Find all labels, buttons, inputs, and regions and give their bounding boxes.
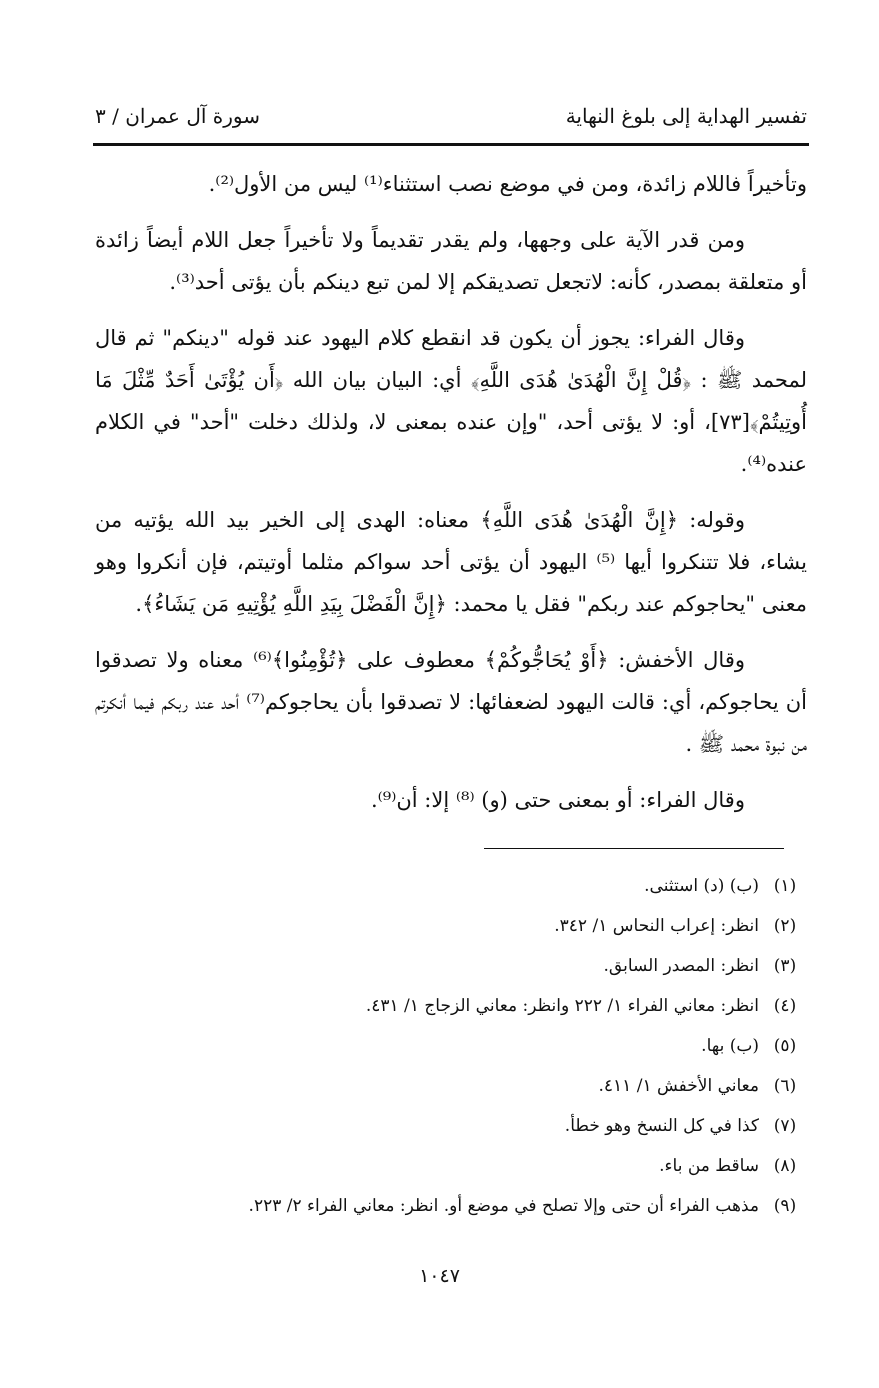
footnote-text: مذهب الفراء أن حتى وإلا تصلح في موضع أو. انظر: معاني الفراء ٢/ ٢٢٣. — [248, 1196, 759, 1216]
footnote-text: معاني الأخفش ١/ ٤١١. — [598, 1076, 759, 1096]
footnote-number: (٣) — [773, 956, 797, 976]
page-number: ١٠٤٧ — [419, 1265, 460, 1287]
footnote-number: (٢) — [773, 916, 797, 936]
footnote-number: (٨) — [773, 1156, 797, 1176]
book-title: تفسير الهداية إلى بلوغ النهاية — [565, 104, 807, 128]
footnote-6 — [99, 1066, 811, 1106]
footnote-number: (٦) — [773, 1076, 797, 1096]
footnote-text: انظر: معاني الفراء ١/ ٢٢٢ وانظر: معاني الزجاج ١/ ٤٣١. — [365, 996, 759, 1016]
footnote-text: انظر: المصدر السابق. — [603, 956, 759, 976]
footnote-number: (٩) — [773, 1196, 797, 1216]
footnotes — [99, 866, 811, 1226]
footnote-number: (٥) — [773, 1036, 797, 1056]
footnote-3 — [99, 946, 811, 986]
paragraph-4: وقوله: ﴿إِنَّ الْهُدَىٰ هُدَى اللَّهِ﴾ معناه: الهدى إلى الخير بيد الله يؤتيه من يشاء، فلا تتنكروا أيها ⁽⁵⁾ اليهود أن يؤتى أحد سواكم مثلما أوتيتم، فإن أنكروا وهو معنى "يحاجوكم عند ربكم" فقل يا محمد: ﴿إِنَّ الْفَضْلَ بِيَدِ اللَّهِ يُؤْتِيهِ مَن يَشَاءُ﴾. — [95, 508, 807, 616]
footnote-2 — [99, 906, 811, 946]
footnote-number: (٧) — [773, 1116, 797, 1136]
page-header — [95, 104, 807, 144]
footnote-4 — [99, 986, 811, 1026]
header-divider — [93, 143, 809, 146]
footnote-8 — [99, 1146, 811, 1186]
footnote-9 — [99, 1186, 811, 1226]
footnote-number: (٤) — [773, 996, 797, 1016]
surah-reference: سورة آل عمران / ٣ — [95, 104, 261, 128]
footnote-number: (١) — [773, 876, 797, 896]
footnote-7 — [99, 1106, 811, 1146]
footnote-text: (ب) (د) استثنى. — [644, 876, 759, 896]
paragraph-2: ومن قدر الآية على وجهها، ولم يقدر تقديماً ولا تأخيراً جعل اللام أيضاً زائدة أو متعلقة بمصدر، كأنه: لاتجعل تصديقكم إلا لمن تبع دينكم بأن يؤتى أحد⁽³⁾. — [95, 228, 807, 294]
paragraph-6: وقال الفراء: أو بمعنى حتى (و) ⁽⁸⁾ إلا: أن⁽⁹⁾. — [370, 788, 745, 812]
footnote-text: (ب) بها. — [701, 1036, 759, 1056]
footnote-text: انظر: إعراب النحاس ١/ ٣٤٢. — [554, 916, 759, 936]
footnote-5 — [99, 1026, 811, 1066]
footnote-1 — [99, 866, 811, 906]
paragraph-3: وقال الفراء: يجوز أن يكون قد انقطع كلام اليهود عند قوله "دينكم" ثم قال لمحمد ﷺ : ﴿قُلْ إِنَّ الْهُدَىٰ هُدَى اللَّهِ﴾ أي: البيان بيان الله ﴿أَن يُؤْتَىٰ أَحَدٌ مِّثْلَ مَا أُوتِيتُمْ﴾[٧٣]، أو: لا يؤتى أحد، "وإن عنده بمعنى لا، ولذلك دخلت "أحد" في الكلام عنده⁽⁴⁾. — [95, 326, 807, 476]
paragraph-1: وتأخيراً فاللام زائدة، ومن في موضع نصب استثناء⁽¹⁾ ليس من الأول⁽²⁾. — [208, 172, 807, 196]
footnote-text: ساقط من باء. — [659, 1156, 759, 1176]
footnote-divider — [484, 848, 784, 849]
main-text — [95, 163, 807, 835]
footnote-text: كذا في كل النسخ وهو خطأ. — [564, 1116, 759, 1136]
paragraph-5: وقال الأخفش: ﴿أَوْ يُحَاجُّوكُمْ﴾ معطوف على ﴿تُؤْمِنُوا﴾⁽⁶⁾ معناه ولا تصدقوا أن يحاجوكم، أي: قالت اليهود لضعفائها: لا تصدقوا بأن يحاجوكم⁽⁷⁾ أحد عند ربكم فيما أنكرتم من نبوة محمد ﷺ . — [95, 648, 807, 756]
